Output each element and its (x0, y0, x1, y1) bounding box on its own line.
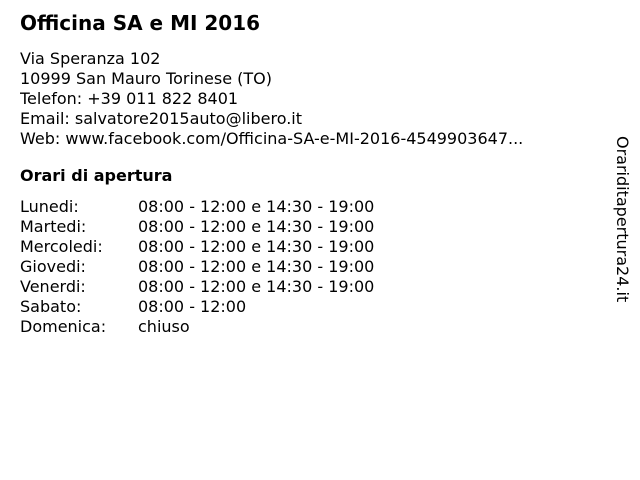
hours-day: Martedi: (20, 217, 87, 236)
web-line: Web: www.facebook.com/Officina-SA-e-MI-2016-4549903647... (20, 129, 524, 148)
hours-day: Giovedi: (20, 257, 86, 276)
hours-time: 08:00 - 12:00 e 14:30 - 19:00 (138, 257, 375, 276)
address-line-city: 10999 San Mauro Torinese (TO) (20, 69, 272, 88)
opening-hours-table (20, 197, 600, 337)
hours-time: 08:00 - 12:00 e 14:30 - 19:00 (138, 277, 375, 296)
hours-time: 08:00 - 12:00 e 14:30 - 19:00 (138, 217, 375, 236)
hours-row-domenica (20, 317, 600, 337)
hours-row-giovedi (20, 257, 600, 277)
hours-time: 08:00 - 12:00 e 14:30 - 19:00 (138, 237, 375, 256)
site-brand-vertical (612, 136, 636, 312)
email-line: Email: salvatore2015auto@libero.it (20, 109, 303, 128)
phone-line: Telefon: +39 011 822 8401 (20, 89, 239, 108)
business-card (20, 10, 600, 337)
hours-row-venerdi (20, 277, 600, 297)
hours-day: Sabato: (20, 297, 82, 316)
hours-time: 08:00 - 12:00 (138, 297, 247, 316)
address-line-street: Via Speranza 102 (20, 49, 161, 68)
hours-row-martedi (20, 217, 600, 237)
hours-day: Domenica: (20, 317, 107, 336)
hours-time: chiuso (138, 317, 190, 336)
hours-day: Mercoledi: (20, 237, 103, 256)
hours-day: Lunedi: (20, 197, 79, 216)
hours-row-sabato (20, 297, 600, 317)
hours-time: 08:00 - 12:00 e 14:30 - 19:00 (138, 197, 375, 216)
hours-row-lunedi (20, 197, 600, 217)
hours-row-mercoledi (20, 237, 600, 257)
site-brand-text: Orariditapertura24.it (613, 136, 632, 303)
business-name: Officina SA e MI 2016 (20, 11, 261, 35)
hours-day: Venerdi: (20, 277, 86, 296)
opening-hours-heading: Orari di apertura (20, 166, 173, 185)
